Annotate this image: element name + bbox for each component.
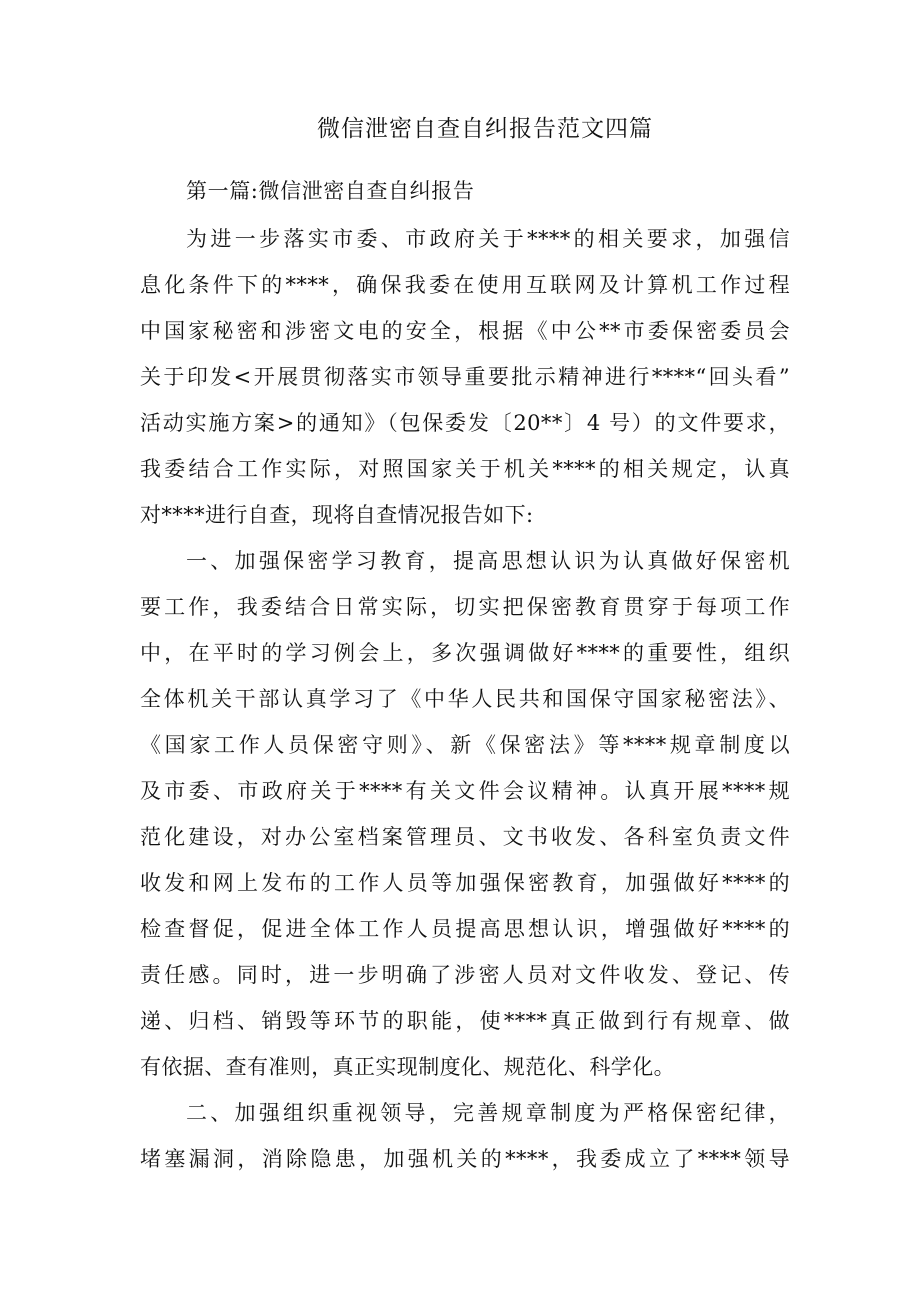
- paragraph-line: 我委结合工作实际，对照国家关于机关****的相关规定，认真: [140, 457, 790, 481]
- paragraph-line: 为进一步落实市委、市政府关于****的相关要求，加强信: [186, 227, 790, 251]
- paragraph-line: 收发和网上发布的工作人员等加强保密教育，加强做好****的: [140, 871, 790, 895]
- paragraph-line: 对****进行自查，现将自查情况报告如下:: [140, 503, 534, 527]
- paragraph-line: 及市委、市政府关于****有关文件会议精神。认真开展****规: [140, 779, 790, 803]
- paragraph-line: 关于印发<开展贯彻落实市领导重要批示精神进行****“回头看”: [140, 365, 790, 389]
- paragraph-line: 要工作，我委结合日常实际，切实把保密教育贯穿于每项工作: [140, 595, 790, 619]
- paragraph-line: 一、加强保密学习教育，提高思想认识为认真做好保密机: [186, 549, 790, 573]
- paragraph-line: 检查督促，促进全体工作人员提高思想认识，增强做好****的: [140, 917, 790, 941]
- paragraph-line: 息化条件下的****，确保我委在使用互联网及计算机工作过程: [140, 273, 790, 297]
- paragraph-line: 堵塞漏洞，消除隐患，加强机关的****，我委成立了****领导: [140, 1147, 790, 1171]
- paragraph-line: 责任感。同时，进一步明确了涉密人员对文件收发、登记、传: [140, 963, 790, 987]
- paragraph-line: 活动实施方案>的通知》（包保委发〔20**〕4 号）的文件要求，: [140, 411, 790, 435]
- paragraph-line: 二、加强组织重视领导，完善规章制度为严格保密纪律，: [186, 1101, 790, 1125]
- document-title: 微信泄密自查自纠报告范文四篇: [317, 116, 653, 142]
- paragraph-line: 递、归档、销毁等环节的职能，使****真正做到行有规章、做: [140, 1009, 790, 1033]
- paragraph-line: 《国家工作人员保密守则》、新《保密法》等****规章制度以: [140, 733, 790, 757]
- paragraph-line: 范化建设，对办公室档案管理员、文书收发、各科室负责文件: [140, 825, 790, 849]
- section-heading: 第一篇:微信泄密自查自纠报告: [186, 179, 475, 203]
- paragraph-line: 有依据、查有准则，真正实现制度化、规范化、科学化。: [140, 1055, 675, 1079]
- paragraph-line: 全体机关干部认真学习了《中华人民共和国保守国家秘密法》、: [140, 687, 790, 711]
- paragraph-line: 中，在平时的学习例会上，多次强调做好****的重要性，组织: [140, 641, 790, 665]
- paragraph-line: 中国家秘密和涉密文电的安全，根据《中公**市委保密委员会: [140, 319, 790, 343]
